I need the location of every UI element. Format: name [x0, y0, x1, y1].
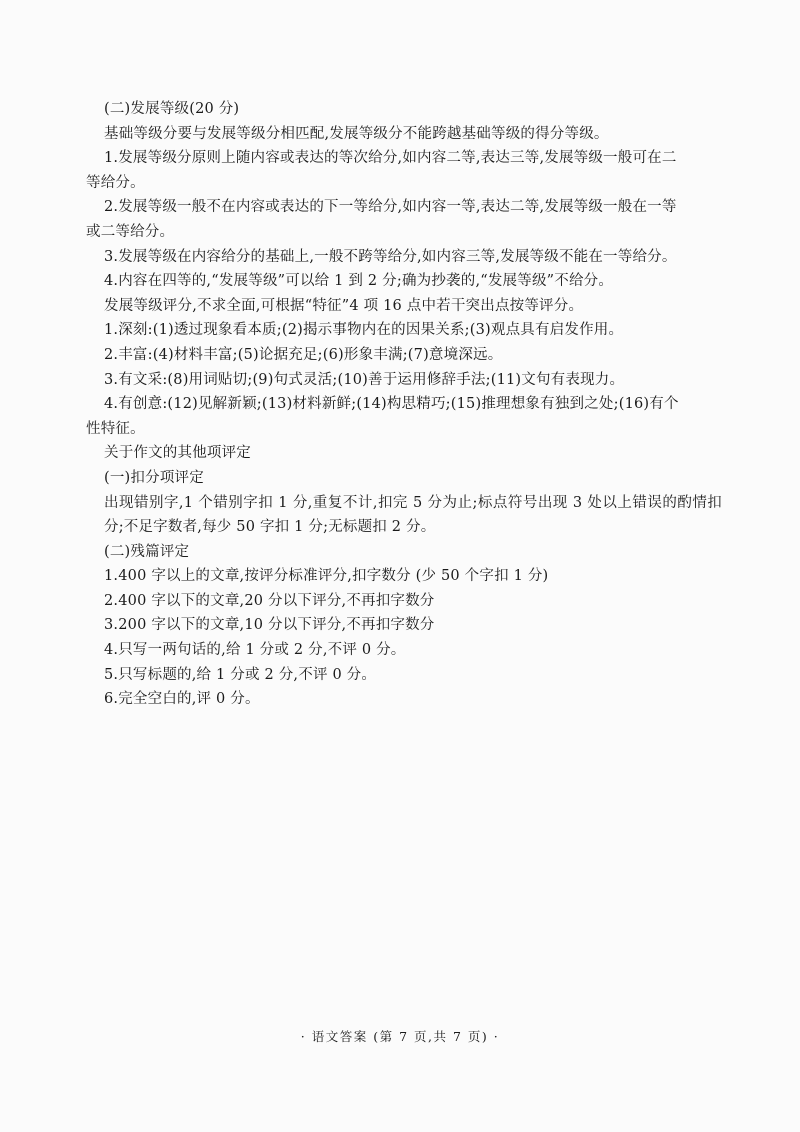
criteria-literary: 3.有文采:(8)用词贴切;(9)句式灵活;(10)善于运用修辞手法;(11)文句有表现力。: [104, 371, 625, 388]
incomplete-item-2: 2.400 字以下的文章,20 分以下评分,不再扣字数分: [104, 592, 435, 609]
development-rule-2: 2.发展等级一般不在内容或表达的下一等给分,如内容一等,表达二等,发展等级一般在一等: [104, 199, 677, 216]
incomplete-item-3: 3.200 字以下的文章,10 分以下评分,不再扣字数分: [104, 617, 435, 634]
deduction-text: 出现错别字,1 个错别字扣 1 分,重复不计,扣完 5 分为止;标点符号出现 3 处以上错误的酌情扣分;不足字数者,每少 50 字扣 1 分;无标题扣 2 分。: [104, 494, 722, 536]
incomplete-item-6: 6.完全空白的,评 0 分。: [104, 691, 260, 708]
criteria-richness: 2.丰富:(4)材料丰富;(5)论据充足;(6)形象丰满;(7)意境深远。: [104, 346, 503, 363]
incomplete-item-1: 1.400 字以上的文章,按评分标准评分,扣字数分 (少 50 个字扣 1 分): [104, 568, 549, 585]
development-rule-4: 4.内容在四等的,“发展等级”可以给 1 到 2 分;确为抄袭的,“发展等级”不给分。: [104, 273, 614, 290]
criteria-intro: 发展等级评分,不求全面,可根据“特征”4 项 16 点中若干突出点按等评分。: [104, 297, 584, 314]
development-rule-1-cont: 等给分。: [86, 174, 145, 191]
development-rule-3: 3.发展等级在内容给分的基础上,一般不跨等给分,如内容三等,发展等级不能在一等给分。: [104, 248, 677, 265]
incomplete-heading: (二)残篇评定: [104, 543, 190, 560]
development-grade-heading: (二)发展等级(20 分): [104, 101, 240, 117]
incomplete-item-4: 4.只写一两句话的,给 1 分或 2 分,不评 0 分。: [104, 642, 406, 659]
development-rule-1: 1.发展等级分原则上随内容或表达的等次给分,如内容二等,表达三等,发展等级一般可在二: [104, 150, 677, 167]
page-footer: · 语文答案 (第 7 页,共 7 页) ·: [300, 1029, 500, 1044]
criteria-depth: 1.深刻:(1)透过现象看本质;(2)揭示事物内在的因果关系;(3)观点具有启发作用。: [104, 322, 624, 339]
incomplete-item-5: 5.只写标题的,给 1 分或 2 分,不评 0 分。: [104, 666, 377, 683]
other-items-heading: 关于作文的其他项评定: [104, 445, 251, 462]
document-body: [86, 97, 722, 712]
deduction-heading: (一)扣分项评定: [104, 469, 204, 486]
criteria-creativity-cont: 性特征。: [86, 420, 145, 437]
development-grade-intro: 基础等级分要与发展等级分相匹配,发展等级分不能跨越基础等级的得分等级。: [104, 125, 609, 142]
development-rule-2-cont: 或二等给分。: [86, 223, 175, 240]
criteria-creativity: 4.有创意:(12)见解新颖;(13)材料新鲜;(14)构思精巧;(15)推理想象有独到之处;(16)有个: [104, 396, 679, 413]
